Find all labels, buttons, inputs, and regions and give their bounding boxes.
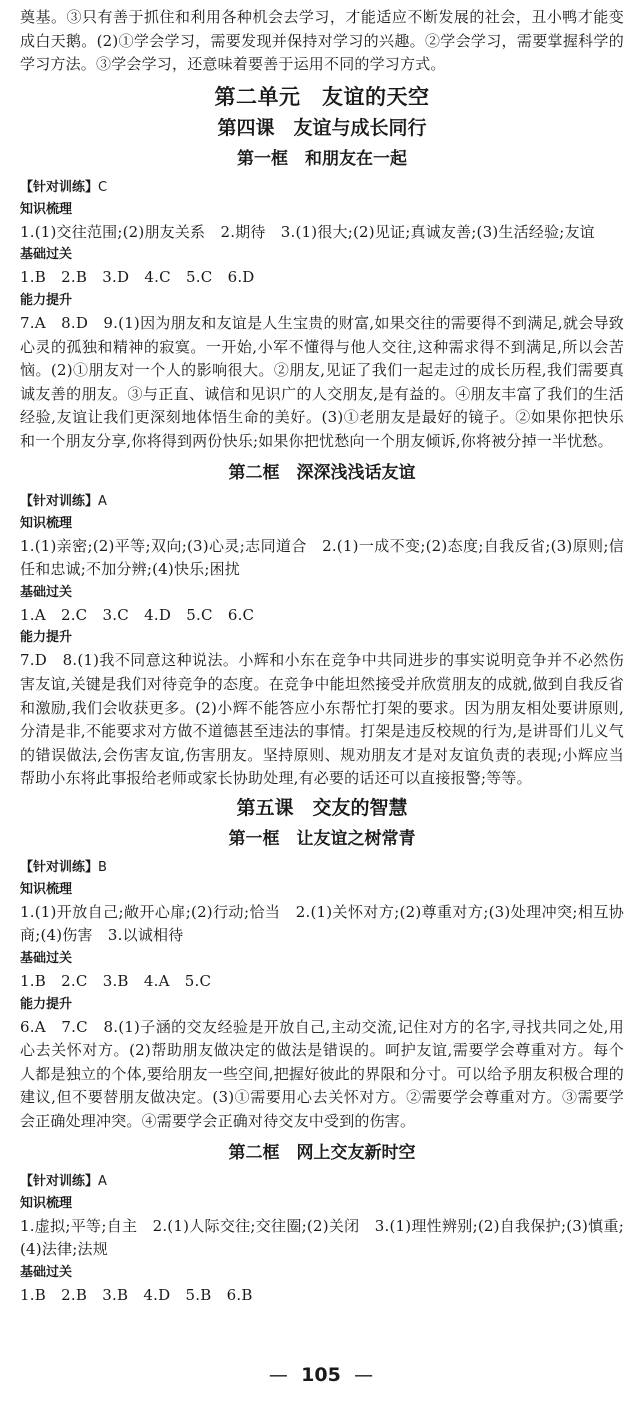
frame-2-knowledge-text: 1.(1)亲密;(2)平等;双向;(3)心灵;志同道合 2.(1)一成不变;(2)态度;自我反省;(3)原则;信任和忠诚;不加分辨;(4)快乐;困扰 [20, 536, 624, 579]
page-number: 105 [301, 1364, 341, 1386]
footer-dash-right: — [354, 1364, 374, 1386]
frame-1-knowledge-text: 1.(1)交往范围;(2)朋友关系 2.期待 3.(1)很大;(2)见证;真诚友善;(3)生活经验;友谊 [20, 222, 595, 241]
frame-1-basic-text: 1.B 2.B 3.D 4.C 5.C 6.D [20, 268, 255, 287]
frame-3-ability-label: 能力提升 [20, 996, 73, 1012]
frame-4-title: 第二框 网上交友新时空 [228, 1142, 416, 1163]
frame-4-basic-label: 基础过关 [20, 1264, 73, 1280]
frame-1-basic-label: 基础过关 [20, 247, 73, 263]
unit-title: 第二单元 友谊的天空 [214, 84, 430, 109]
frame-1-ability-text: 7.A 8.D 9.(1)因为朋友和友谊是人生宝贵的财富,如果交往的需要得不到满足,就会导致心灵的孤独和精神的寂寞。一开始,小军不懂得与他人交往,这种需求得不到满足,所以会苦恼。(2)①朋友对一个人的影响很大。②朋友,见证了我们一起走过的成长历程,我们需要真诚友善的朋友。③与正直、诚信和见识广的人交朋友,是有益的。④朋友丰富了我们的生活经验,友谊让我们更深刻地体悟生命的美好。(3)①老朋友是最好的镜子。②如果你把快乐和一个朋友分享,你将得到两份快乐;如果你把忧愁向一个朋友倾诉,你将被分掉一半忧愁。 [20, 313, 625, 450]
frame-3-knowledge-text: 1.(1)开放自己;敞开心扉;(2)行动;恰当 2.(1)关怀对方;(2)尊重对方;(3)处理冲突;相互协商;(4)伤害 3.以诚相待 [20, 902, 624, 945]
frame-1-training [20, 177, 624, 199]
frame-3-section [20, 824, 624, 1134]
training-label: 【针对训练】 [20, 179, 99, 195]
footer-dash-left: — [268, 1364, 288, 1386]
lesson-5-title: 第五课 交友的智慧 [236, 796, 408, 819]
frame-1-section [20, 144, 624, 454]
frame-4-training [20, 1171, 624, 1193]
frame-3-basic-label: 基础过关 [20, 951, 73, 967]
training-label: 【针对训练】 [20, 493, 99, 509]
frame-3-ability-text: 6.A 7.C 8.(1)子涵的交友经验是开放自己,主动交流,记住对方的名字,寻找共同之处,用心去关怀对方。(2)帮助朋友做决定的做法是错误的。呵护友谊,需要学会尊重对方。每个人都是独立的个体,要给朋友一些空间,把握好彼此的界限和分寸。可以给予朋友积极合理的建议,但不要替朋友做决定。(3)①需要用心去关怀对方。②需要学会尊重对方。③需要学会正确处理冲突。④需要学会正确对待交友中受到的伤害。 [20, 1017, 624, 1131]
training-answer: B [98, 859, 107, 875]
frame-2-basic-label: 基础过关 [20, 584, 73, 600]
frame-1-title: 第一框 和朋友在一起 [237, 148, 407, 169]
frame-2-ability-label: 能力提升 [20, 630, 73, 646]
frame-2-training [20, 491, 624, 513]
training-answer: A [98, 1173, 107, 1189]
frame-3-training [20, 857, 624, 879]
training-label: 【针对训练】 [20, 1173, 99, 1189]
lesson-4-title: 第四课 友谊与成长同行 [217, 116, 427, 139]
intro-paragraph: 奠基。③只有善于抓住和利用各种机会去学习，才能适应不断发展的社会，丑小鸭才能变成白天鹅。(2)①学会学习，需要发现并保持对学习的兴趣。②学会学习，需要掌握科学的学习方法。③学会学习，还意味着要善于运用不同的学习方式。 [20, 8, 624, 74]
frame-3-knowledge-label: 知识梳理 [20, 881, 73, 897]
frame-2-title: 第二框 深深浅浅话友谊 [228, 462, 416, 483]
frame-1-knowledge-label: 知识梳理 [20, 201, 73, 217]
frame-4-basic-text: 1.B 2.B 3.B 4.D 5.B 6.B [20, 1285, 253, 1304]
frame-1-ability-label: 能力提升 [20, 292, 73, 308]
page-footer [0, 1364, 642, 1386]
frame-2-ability-text: 7.D 8.(1)我不同意这种说法。小辉和小东在竞争中共同进步的事实说明竞争并不必然伤害友谊,关键是我们对待竞争的态度。在竞争中能坦然接受并欣赏朋友的成就,做到自我反省和激励,我们会收获更多。(2)小辉不能答应小东帮忙打架的要求。因为朋友相处要讲原则,分清是非,不能要求对方做不道德甚至违法的事情。打架是违反校规的行为,是讲哥们儿义气的错误做法,会伤害友谊,伤害朋友。坚持原则、规劝朋友才是对友谊负责的表现;小辉应当帮助小东将此事报给老师或家长协助处理,有必要的话还可以直接报警;等等。 [20, 651, 624, 788]
frame-3-title: 第一框 让友谊之树常青 [228, 828, 416, 849]
frame-4-section [20, 1138, 624, 1308]
frame-4-knowledge-text: 1.虚拟;平等;自主 2.(1)人际交往;交往圈;(2)关闭 3.(1)理性辨别;(2)自我保护;(3)慎重;(4)法律;法规 [20, 1216, 624, 1259]
frame-2-basic-text: 1.A 2.C 3.C 4.D 5.C 6.C [20, 605, 255, 624]
frame-2-knowledge-label: 知识梳理 [20, 515, 73, 531]
training-answer: A [98, 493, 107, 509]
frame-4-knowledge-label: 知识梳理 [20, 1195, 73, 1211]
training-answer: C [98, 179, 108, 195]
frame-3-basic-text: 1.B 2.C 3.B 4.A 5.C [20, 972, 212, 991]
training-label: 【针对训练】 [20, 859, 99, 875]
frame-2-section [20, 458, 624, 791]
